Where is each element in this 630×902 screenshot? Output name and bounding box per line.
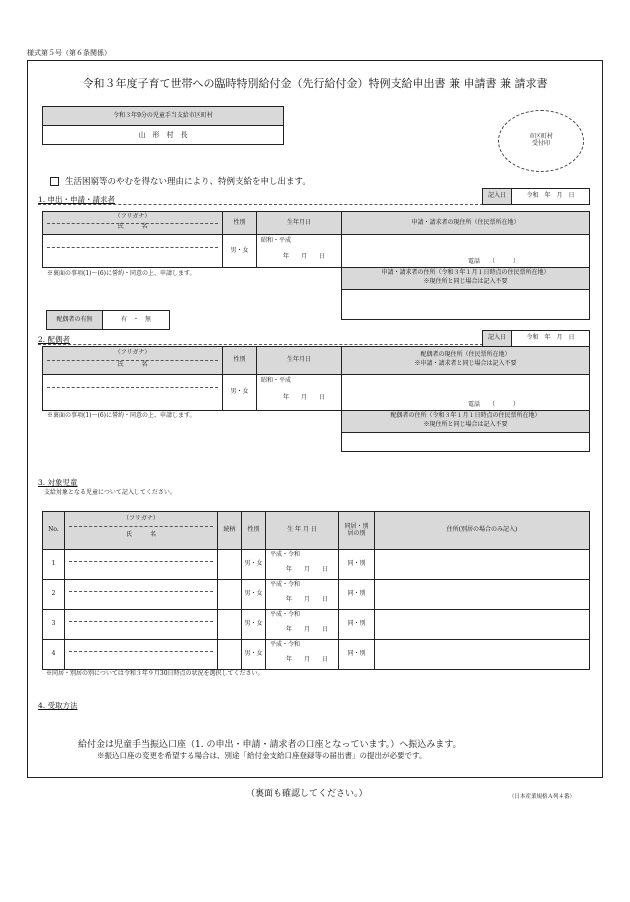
s3-row-no: 2 [42, 579, 65, 610]
recipient-value-field[interactable]: 山 形 村 長 [42, 125, 284, 145]
s2-address2-title: 配偶者の住所（令和３年１月１日時点の住民票所在地） [390, 412, 541, 419]
s2-birth-field[interactable] [256, 374, 342, 411]
s3-row-address-field[interactable] [374, 549, 590, 580]
s1-gender-field[interactable]: 男・女 [222, 234, 257, 268]
s1-era: 昭和・平成 [261, 237, 292, 244]
s3-row-ymd: 年 月 日 [286, 656, 329, 663]
s3-row-name-field[interactable] [64, 639, 218, 670]
divider [38, 204, 483, 205]
form-number: 様式第５号（第６条関係） [27, 49, 111, 57]
s2-address-field[interactable] [341, 374, 590, 411]
s1-address2-note: ※現住所と同じ場合は記入不要 [423, 277, 508, 285]
s3-row-address-field[interactable] [374, 639, 590, 670]
entry-date-label: 記入日 [482, 188, 512, 205]
s3-col-no: No. [42, 511, 65, 550]
s3-row-name-field[interactable] [64, 609, 218, 640]
s3-row-relation-field[interactable] [217, 549, 242, 580]
declaration-row [50, 175, 311, 187]
spouse-presence-label: 配偶者の有無 [46, 310, 103, 330]
s2-address-header [341, 346, 590, 375]
s3-row-ymd: 年 月 日 [286, 626, 329, 633]
s3-row-era: 平成・令和 [270, 641, 301, 648]
stamp-line1: 市区町村 [528, 133, 553, 141]
s3-row-birth-field[interactable] [265, 579, 339, 610]
s3-col-name-label: 氏 名 [125, 530, 156, 538]
s3-row-cohab-field[interactable]: 同・別 [338, 609, 375, 640]
s3-row-birth-field[interactable] [265, 639, 339, 670]
standard-note: （日本産業規格Ａ列４番） [509, 794, 576, 800]
section3-heading: 3. 対象児童 [38, 478, 78, 487]
s2-era: 昭和・平成 [261, 377, 292, 384]
s2-address-title: 配偶者の現住所（住民票所在地） [420, 351, 511, 358]
s2-address2-note: ※現住所と同じ場合は記入不要 [423, 420, 508, 428]
s2-name-header [42, 346, 223, 375]
divider [38, 344, 483, 345]
s2-ymd: 年 月 日 [283, 394, 326, 401]
s3-row-name-field[interactable] [64, 549, 218, 580]
s2-address2-header [341, 410, 590, 433]
s3-row-no: 3 [42, 609, 65, 640]
spouse-presence-field[interactable]: 有 ・ 無 [102, 310, 170, 330]
s1-name-field[interactable] [42, 234, 223, 268]
s1-address-header: 申請・請求者の現住所（住民票所在地） [341, 211, 590, 235]
section4-line2: ※振込口座の変更を希望する場合は、別途「給付金支給口座登録等の届出書」の提出が必要です。 [97, 751, 427, 760]
s3-row-cohab-field[interactable]: 同・別 [338, 639, 375, 670]
section4-heading: 4. 受取方法 [38, 701, 78, 710]
section4-line1: 給付金は児童手当振込口座（1. の申出・申請・請求者の口座となっています。）へ振込みます。 [78, 740, 462, 750]
s2-address-note: ※申請・請求者と同じ場合は記入不要 [414, 359, 517, 367]
s1-phone: 電話 （ ） [468, 258, 520, 265]
s2-birth-header: 生年月日 [256, 346, 342, 375]
s1-address2-header [341, 267, 590, 290]
section2-heading: 2. 配偶者 [38, 335, 71, 344]
s1-birth-header: 生年月日 [256, 211, 342, 235]
recipient-label: 令和３年9分の児童手当支給市区町村 [42, 106, 284, 126]
s3-row-address-field[interactable] [374, 579, 590, 610]
s3-row-era: 平成・令和 [270, 611, 301, 618]
s3-row-no: 1 [42, 549, 65, 580]
s1-address-field[interactable] [341, 234, 590, 268]
s1-name-header [42, 211, 223, 235]
s2-name-label: 氏 名 [117, 360, 148, 368]
s1-note: ※裏面の事項(1)～(6)に誓約・同意の上、申請します。 [47, 270, 196, 277]
s2-entry-date-label: 記入日 [482, 330, 512, 347]
s3-row-gender-field[interactable]: 男・女 [241, 549, 266, 580]
s3-row-no: 4 [42, 639, 65, 670]
page-title: 令和３年度子育て世帯への臨時特別給付金（先行給付金）特例支給申出書 兼 申請書 兼 請求書 [82, 77, 548, 90]
s2-entry-date-field[interactable]: 令和 年 月 日 [511, 330, 590, 347]
s3-col-name [64, 511, 218, 550]
s3-col-gender: 性別 [241, 511, 266, 550]
entry-date-field[interactable]: 令和 年 月 日 [511, 188, 590, 205]
s3-row-relation-field[interactable] [217, 579, 242, 610]
s1-gender-header: 性別 [222, 211, 257, 235]
s3-col-cohab: 同居・別居の別 [338, 511, 375, 550]
s3-row-cohab-field[interactable]: 同・別 [338, 579, 375, 610]
s2-phone: 電話 （ ） [468, 401, 520, 408]
s3-row-relation-field[interactable] [217, 609, 242, 640]
s3-col-address: 住所(別居の場合のみ記入) [374, 511, 590, 550]
s3-row-address-field[interactable] [374, 609, 590, 640]
s3-row-birth-field[interactable] [265, 549, 339, 580]
s1-address2-field[interactable] [341, 289, 590, 320]
s1-furigana-label: （フリガナ） [114, 213, 151, 220]
s2-gender-field[interactable]: 男・女 [222, 374, 257, 411]
s3-row-relation-field[interactable] [217, 639, 242, 670]
declaration-checkbox[interactable] [50, 177, 59, 186]
stamp-line2: 受付印 [531, 140, 550, 147]
reception-stamp [498, 110, 584, 172]
s3-row-ymd: 年 月 日 [286, 596, 329, 603]
s2-note: ※裏面の事項(1)～(6)に誓約・同意の上、申請します。 [47, 412, 196, 419]
section1-heading: 1. 申出・申請・請求者 [38, 195, 116, 204]
s1-ymd: 年 月 日 [283, 253, 326, 260]
s3-row-birth-field[interactable] [265, 609, 339, 640]
s1-birth-field[interactable] [256, 234, 342, 268]
section3-note: ※同居・別居の別については令和３年９月30日時点の状況を選択してください。 [46, 670, 264, 677]
s2-name-field[interactable] [42, 374, 223, 411]
declaration-text: 生活困窮等のやむを得ない理由により、特例支給を申し出ます。 [65, 177, 311, 187]
s3-row-gender-field[interactable]: 男・女 [241, 609, 266, 640]
s3-row-era: 平成・令和 [270, 581, 301, 588]
section3-subtitle: 支給対象となる児童について記入してください。 [44, 489, 176, 496]
s3-row-name-field[interactable] [64, 579, 218, 610]
back-note: （裏面も確認してください。） [246, 789, 368, 799]
s3-col-birth: 生 年 月 日 [265, 511, 339, 550]
s1-name-label: 氏 名 [117, 222, 148, 230]
s3-row-gender-field[interactable]: 男・女 [241, 579, 266, 610]
s3-row-cohab-field[interactable]: 同・別 [338, 549, 375, 580]
s1-address2-title: 申請・請求者の住所（令和３年１月１日時点の住民票所在地） [381, 269, 550, 276]
s3-row-gender-field[interactable]: 男・女 [241, 639, 266, 670]
s3-col-furigana: （フリガナ） [123, 515, 159, 522]
s2-furigana-label: （フリガナ） [114, 349, 151, 356]
s3-col-relation: 続柄 [217, 511, 242, 550]
s3-row-ymd: 年 月 日 [286, 566, 329, 573]
s2-gender-header: 性別 [222, 346, 257, 375]
s2-address2-field[interactable] [341, 432, 590, 452]
s3-row-era: 平成・令和 [270, 551, 301, 558]
